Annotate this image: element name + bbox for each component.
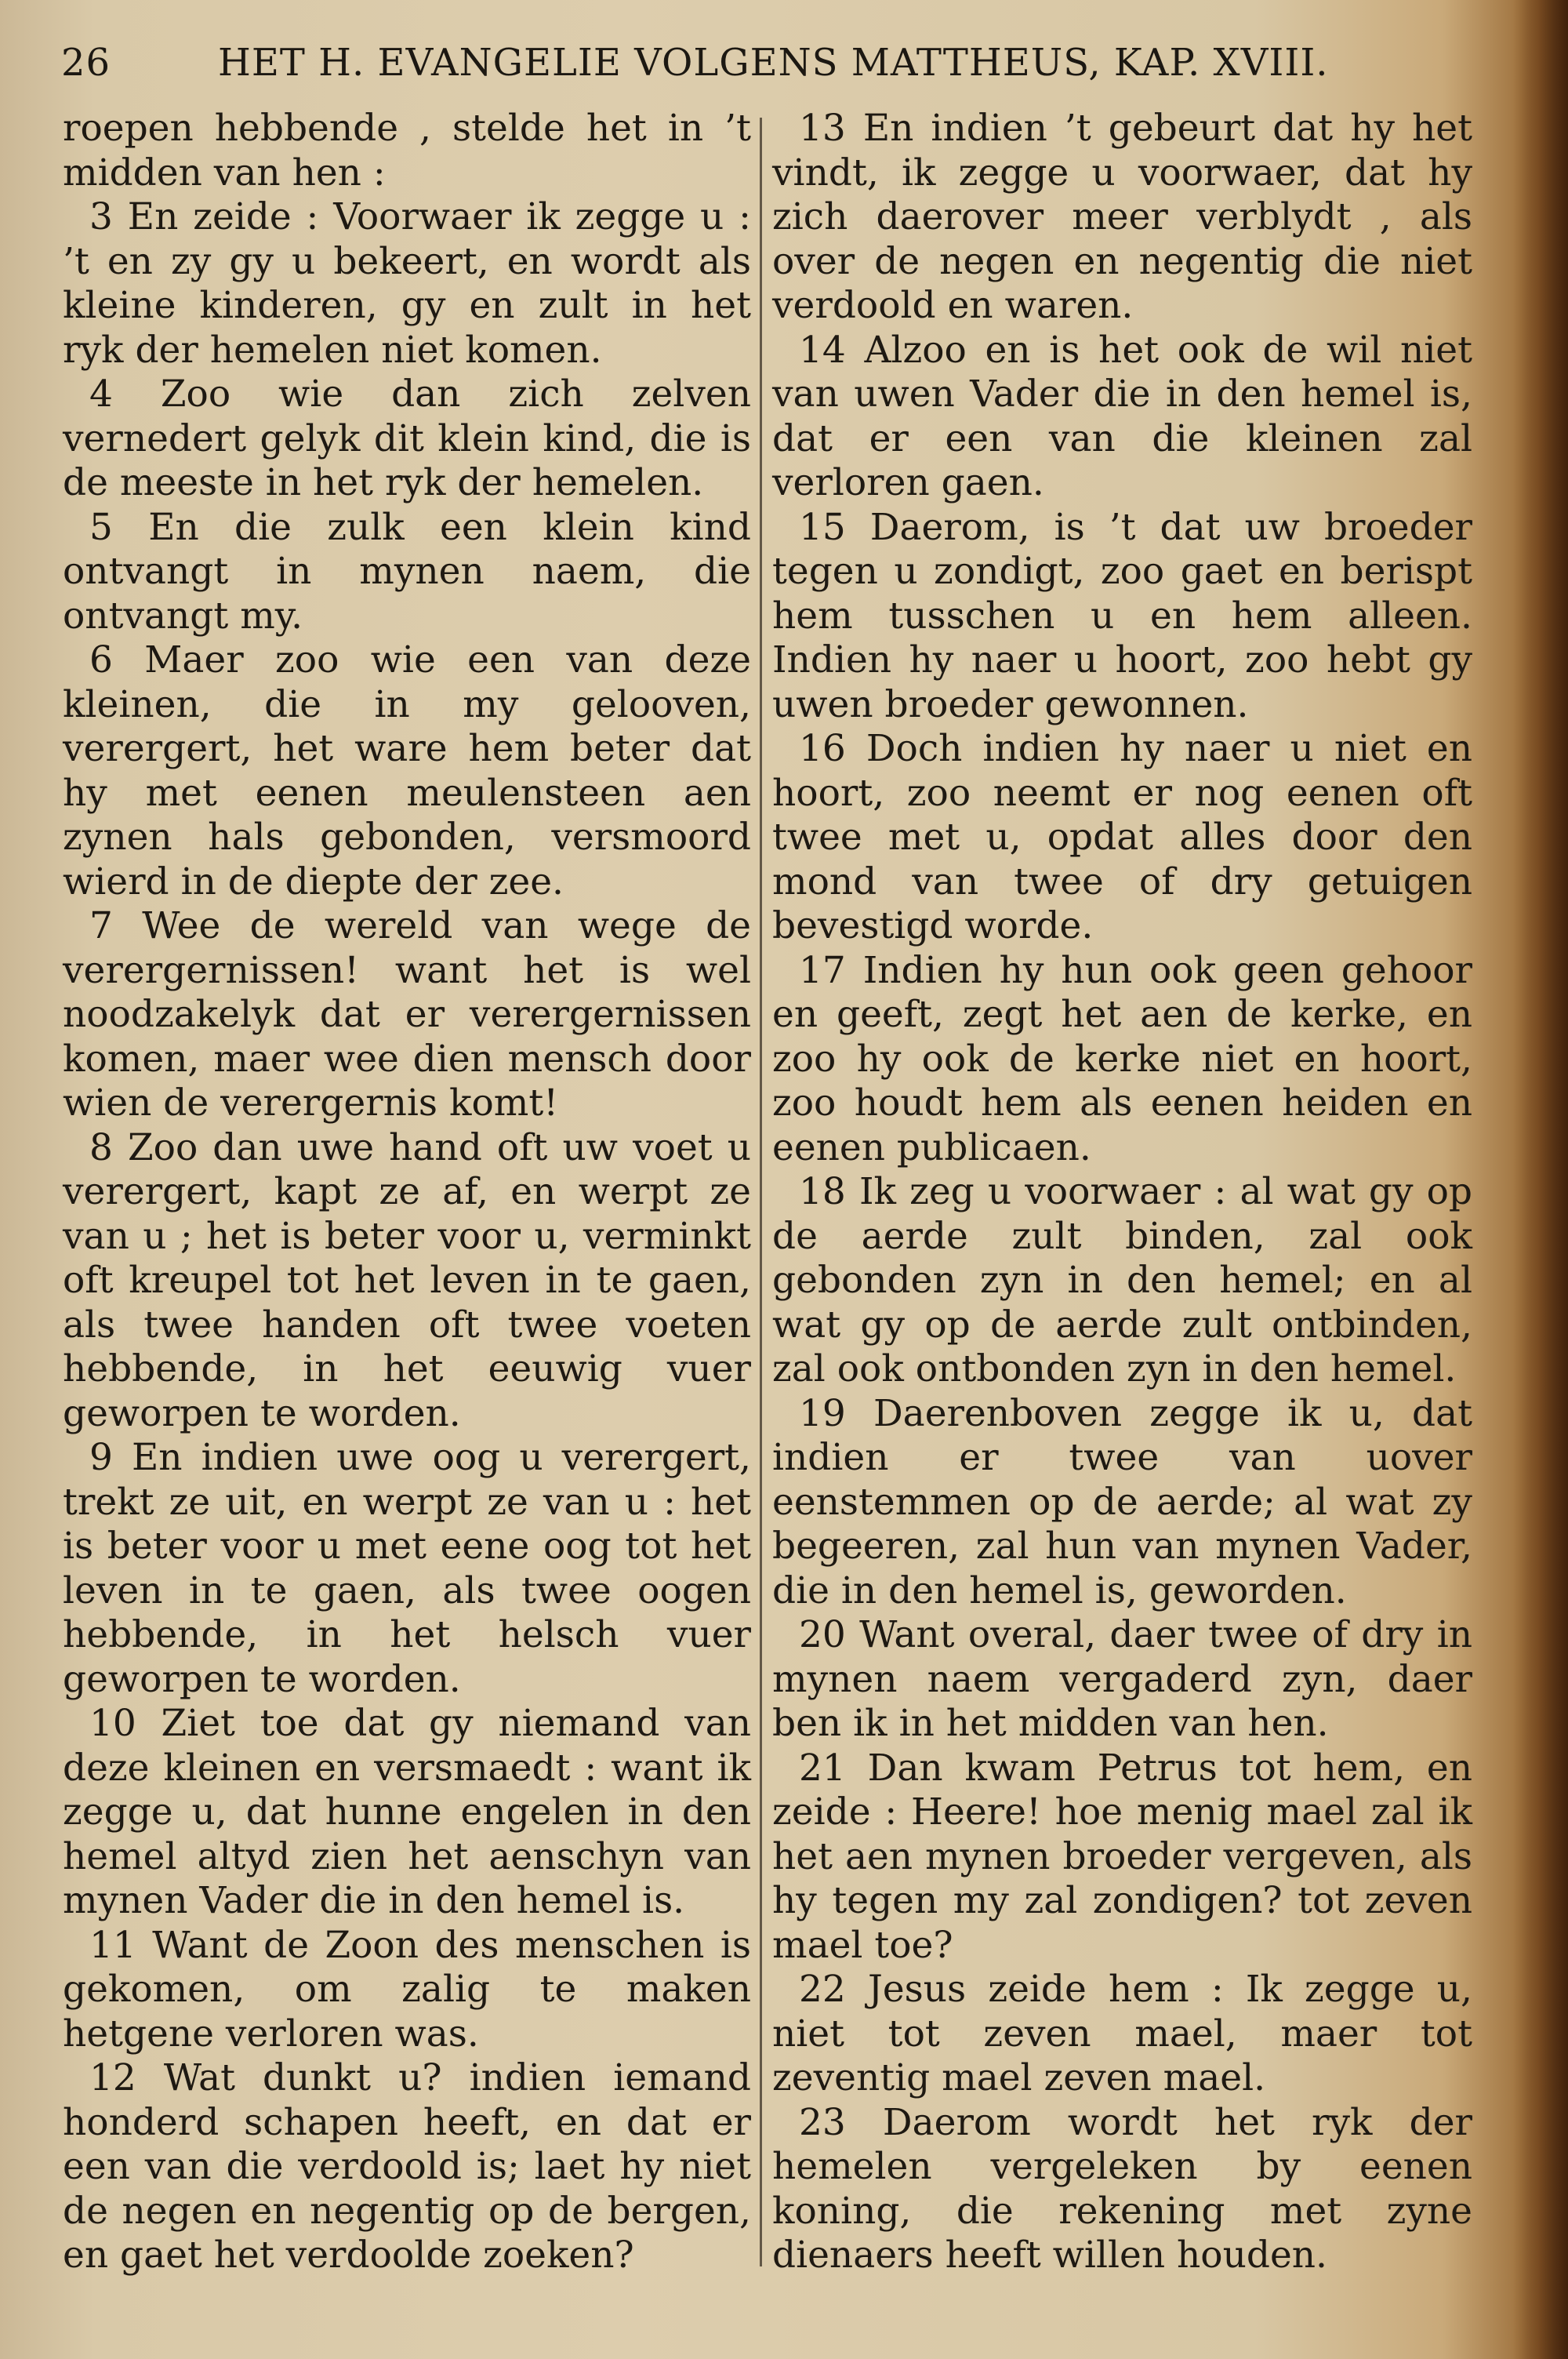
verse-text: En indien ’t gebeurt dat hy het vindt, ik zegge u voorwaer, dat hy zich daerover meer verblydt , als over de negen en negentig die niet verdoold en waren.	[772, 107, 1472, 327]
verse-number: 17	[799, 948, 846, 992]
verse-number: 8	[89, 1125, 113, 1169]
verse-text: Jesus zeide hem : Ik zegge u, niet tot zeven mael, maer tot zeventig mael zeven mael.	[772, 1968, 1472, 2099]
left-column	[63, 107, 751, 2278]
verse	[772, 727, 1472, 949]
verse-number: 10	[89, 1702, 136, 1745]
verse-text: Dan kwam Petrus tot hem, en zeide : Heere! hoe menig mael zal ik het aen mynen broeder vergeven, als hy tegen my zal zondigen? tot zeven mael toe?	[772, 1746, 1472, 1967]
verse	[63, 638, 751, 904]
verse	[772, 1613, 1472, 1747]
verse-number: 15	[799, 505, 846, 549]
verse-number: 6	[89, 638, 113, 682]
verse-number: 20	[799, 1613, 846, 1656]
verse	[772, 1747, 1472, 1968]
running-head	[61, 41, 1331, 96]
verse	[63, 373, 751, 506]
verse	[63, 1126, 751, 1437]
verse	[63, 1702, 751, 1924]
verse-number: 19	[799, 1391, 846, 1435]
verse-text: Maer zoo wie een van deze kleinen, die in my gelooven, verergert, het ware hem beter dat hy met eenen meulensteen aen zynen hals gebonden, versmoord wierd in de diepte der zee.	[63, 638, 751, 903]
verse	[63, 1924, 751, 2057]
verse	[63, 1436, 751, 1702]
verse-text: Wee de wereld van wege de verergernissen! want het is wel noodzakelyk dat er verergernissen komen, maer wee dien mensch door wien de verergernis komt!	[63, 904, 751, 1125]
verse-number: 11	[89, 1923, 136, 1967]
verse-text: Ziet toe dat gy niemand van deze kleinen en versmaedt : want ik zegge u, dat hunne engelen in den hemel altyd zien het aenschyn van mynen Vader die in den hemel is.	[63, 1702, 751, 1922]
page-number: 26	[61, 41, 111, 85]
verse-text: Indien hy hun ook geen gehoor en geeft, zegt het aen de kerke, en zoo hy ook de kerke niet en hoort, zoo houdt hem als eenen heiden en eenen publicaen.	[772, 948, 1472, 1169]
verse	[63, 2056, 751, 2278]
verse-number: 23	[799, 2100, 846, 2144]
verse-number: 22	[799, 1968, 846, 2011]
verse	[63, 904, 751, 1126]
verse	[772, 1170, 1472, 1392]
verse-number: 7	[89, 904, 113, 947]
verse	[772, 329, 1472, 506]
verse-text: Daerom, is ’t dat uw broeder tegen u zondigt, zoo gaet en berispt hem tusschen u en hem alleen. Indien hy naer u hoort, zoo hebt gy uwen broeder gewonnen.	[772, 505, 1472, 726]
verse	[63, 195, 751, 373]
verse-number: 18	[799, 1170, 846, 1213]
verse-text: En indien uwe oog u verergert, trekt ze uit, en werpt ze van u : het is beter voor u met eene oog tot het leven in te gaen, als twee oogen hebbende, in het helsch vuer geworpen te worden.	[63, 1436, 751, 1701]
verse	[772, 107, 1472, 329]
verse-number: 16	[799, 727, 846, 770]
verse	[63, 107, 751, 195]
verse	[772, 2101, 1472, 2278]
verse-text: En zeide : Voorwaer ik zegge u : ’t en zy gy u bekeert, en wordt als kleine kinderen, gy en zult in het ryk der hemelen niet komen.	[63, 195, 751, 372]
verse-text: Ik zeg u voorwaer : al wat gy op de aerde zult binden, zal ook gebonden zyn in den hemel; en al wat gy op de aerde zult ontbinden, zal ook ontbonden zyn in den hemel.	[772, 1170, 1472, 1390]
verse-text: roepen hebbende , stelde het in ’t midden van hen :	[63, 107, 751, 194]
verse-text: Daerom wordt het ryk der hemelen vergeleken by eenen koning, die rekening met zyne dienaers heeft willen houden.	[772, 2100, 1472, 2277]
verse-number: 3	[89, 195, 113, 238]
right-column	[772, 107, 1472, 2278]
verse	[772, 1392, 1472, 1614]
verse-number: 14	[799, 328, 846, 372]
verse-number: 9	[89, 1436, 113, 1479]
page-gutter-shadow	[1513, 0, 1568, 2359]
verse-number: 21	[799, 1746, 846, 1790]
verse-text: Want de Zoon des menschen is gekomen, om zalig te maken hetgene verloren was.	[63, 1923, 751, 2055]
verse-text: Alzoo en is het ook de wil niet van uwen Vader die in den hemel is, dat er een van die kleinen zal verloren gaen.	[772, 328, 1472, 504]
verse-text: Zoo dan uwe hand oft uw voet u verergert, kapt ze af, en werpt ze van u ; het is beter voor u, verminkt oft kreupel tot het leven in te gaen, als twee handen oft twee voeten hebbende, in het eeuwig vuer geworpen te worden.	[63, 1125, 751, 1435]
verse	[772, 506, 1472, 728]
verse	[772, 949, 1472, 1171]
verse-text: Doch indien hy naer u niet en hoort, zoo neemt er nog eenen oft twee met u, opdat alles door den mond van twee of dry getuigen bevestigd worde.	[772, 727, 1472, 947]
verse-text: Want overal, daer twee of dry in mynen naem vergaderd zyn, daer ben ik in het midden van hen.	[772, 1613, 1472, 1745]
verse-text: En die zulk een klein kind ontvangt in mynen naem, die ontvangt my.	[63, 505, 751, 638]
verse-number: 13	[799, 107, 846, 150]
verse-text: Zoo wie dan zich zelven vernedert gelyk dit klein kind, die is de meeste in het ryk der hemelen.	[63, 373, 751, 504]
verse	[63, 506, 751, 639]
verse-text: Daerenboven zegge ik u, dat indien er twee van uover eenstemmen op de aerde; al wat zy begeeren, zal hun van mynen Vader, die in den hemel is, geworden.	[772, 1391, 1472, 1612]
running-title: HET H. EVANGELIE VOLGENS MATTHEUS, KAP. XVIII.	[218, 41, 1329, 85]
verse-text: Wat dunkt u? indien iemand honderd schapen heeft, en dat er een van die verdoold is; laet hy niet de negen en negentig op de bergen, en gaet het verdoolde zoeken?	[63, 2056, 751, 2277]
verse-number: 5	[89, 505, 113, 549]
verse-number: 4	[89, 373, 113, 416]
verse	[772, 1968, 1472, 2101]
column-divider	[760, 118, 762, 2266]
verse-number: 12	[89, 2056, 136, 2099]
